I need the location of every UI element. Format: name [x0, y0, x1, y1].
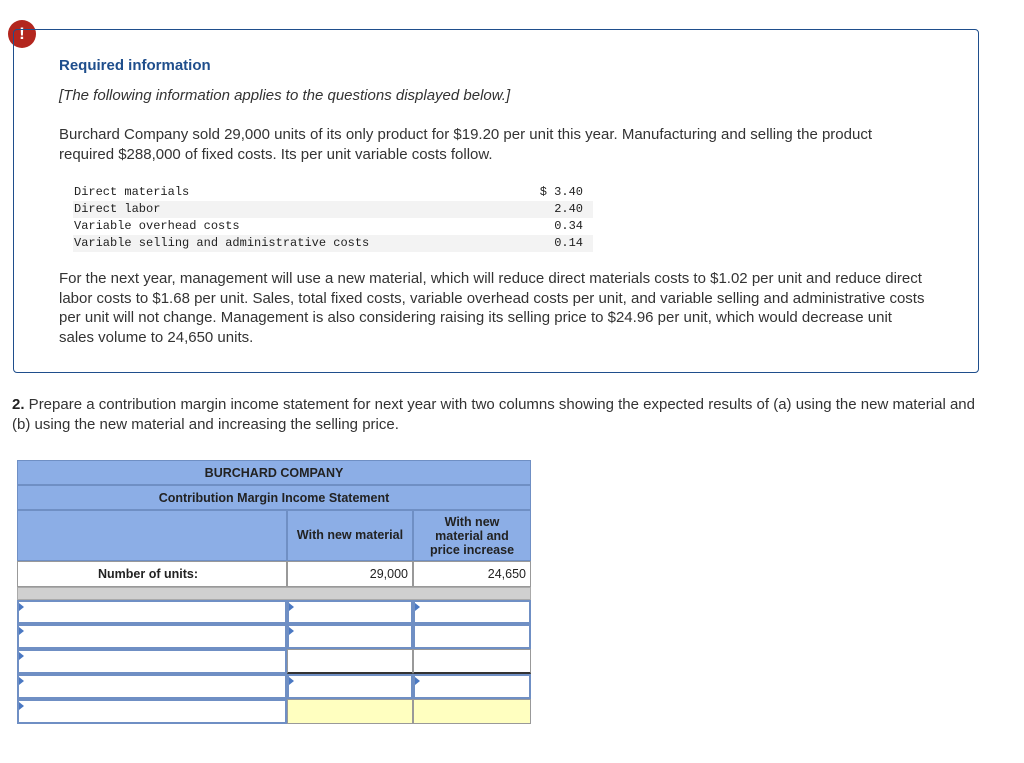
required-information-title: Required information: [59, 57, 211, 74]
dropdown-marker-icon: [19, 652, 24, 660]
variable-costs-table: [73, 184, 593, 252]
alert-icon: !: [8, 20, 36, 48]
amount-input[interactable]: [413, 600, 531, 624]
dropdown-marker-icon: [415, 677, 420, 685]
line-item-dropdown[interactable]: [17, 674, 287, 699]
amount-input[interactable]: [287, 600, 413, 624]
separator-row: [17, 587, 531, 600]
cost-label: Direct materials: [74, 185, 190, 199]
line-item-dropdown[interactable]: [17, 624, 287, 649]
applies-note: [The following information applies to the questions displayed below.]: [59, 87, 511, 104]
units-new-material: 29,000: [287, 561, 413, 587]
cost-value: $ 3.40: [539, 185, 583, 199]
cost-row: [73, 235, 593, 252]
total-cell[interactable]: [287, 699, 413, 724]
question-2: [12, 395, 992, 434]
amount-input[interactable]: [413, 624, 531, 649]
subtotal-cell[interactable]: [413, 649, 531, 674]
line-item-dropdown[interactable]: [17, 649, 287, 674]
subtotal-cell[interactable]: [287, 649, 413, 674]
label-column-header: [17, 510, 287, 561]
line-item-dropdown[interactable]: [17, 699, 287, 724]
dropdown-marker-icon: [289, 677, 294, 685]
cost-value: 0.14: [524, 235, 593, 252]
cost-label: Variable overhead costs: [74, 219, 240, 233]
required-information-panel: [13, 29, 979, 373]
column-header-new-material: With new material: [287, 510, 413, 561]
amount-input[interactable]: [287, 674, 413, 699]
line-item-dropdown[interactable]: [17, 600, 287, 624]
total-cell[interactable]: [413, 699, 531, 724]
dropdown-marker-icon: [19, 702, 24, 710]
dropdown-marker-icon: [19, 603, 24, 611]
intro-paragraph: Burchard Company sold 29,000 units of its only product for $19.20 per unit this year. Manufacturing and selling the product required $288,000 of fixed costs. Its per unit variable costs follow.: [59, 126, 872, 163]
cost-row: [73, 218, 593, 235]
units-price-increase: 24,650: [413, 561, 531, 587]
company-name-header: BURCHARD COMPANY: [17, 460, 531, 485]
question-text: Prepare a contribution margin income statement for next year with two columns showing the expected results of (a) using the new material and (b) using the new material and increasing the selling price.: [12, 396, 975, 433]
amount-input[interactable]: [287, 624, 413, 649]
cost-label: Direct labor: [73, 201, 524, 218]
column-header-price-increase: With new material and price increase: [413, 510, 531, 561]
units-label: Number of units:: [17, 561, 287, 587]
dropdown-marker-icon: [19, 627, 24, 635]
dropdown-marker-icon: [289, 603, 294, 611]
cost-value: 2.40: [524, 201, 593, 218]
dropdown-marker-icon: [415, 603, 420, 611]
cost-label: Variable selling and administrative costs: [73, 235, 524, 252]
cost-value: 0.34: [554, 219, 583, 233]
amount-input[interactable]: [413, 674, 531, 699]
question-number: 2.: [12, 396, 25, 413]
cost-row: [73, 201, 593, 218]
statement-title-header: Contribution Margin Income Statement: [17, 485, 531, 510]
dropdown-marker-icon: [19, 677, 24, 685]
income-statement-table: [17, 460, 531, 724]
next-year-paragraph: For the next year, management will use a new material, which will reduce direct materials costs to $1.02 per unit and reduce direct labor costs to $1.68 per unit. Sales, total fixed costs, variable overhead costs per unit, and variable selling and administrative costs per unit will not change. Management is also considering raising its selling price to $24.96 per unit, which would decrease unit sales volume to 24,650 units.: [59, 270, 925, 346]
dropdown-marker-icon: [289, 627, 294, 635]
cost-row: [73, 184, 593, 201]
